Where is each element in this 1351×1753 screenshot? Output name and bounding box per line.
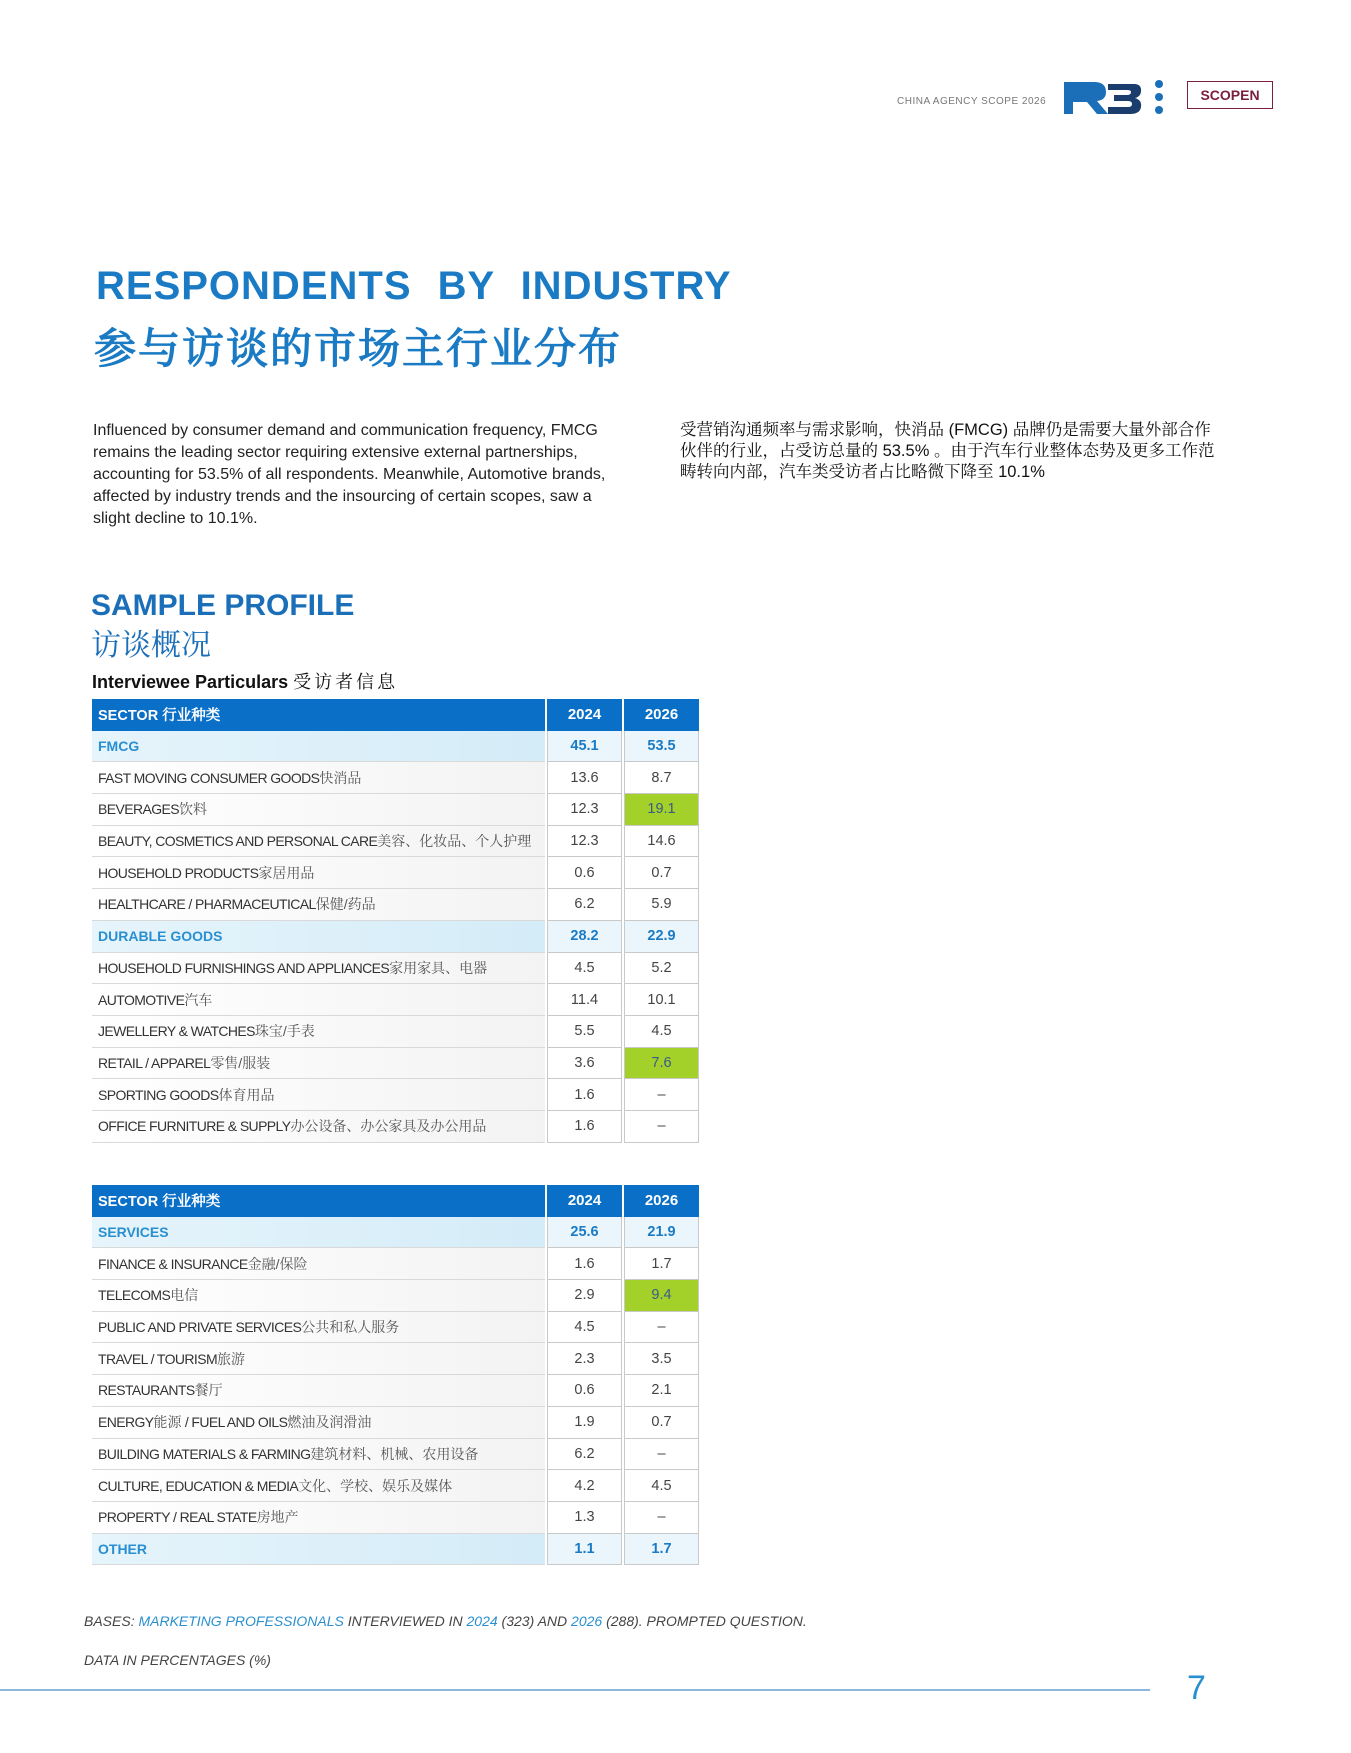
value-2026: 22.9 bbox=[624, 921, 699, 953]
sector-label bbox=[92, 731, 545, 763]
sector-name-en-2: / FUEL AND OILS bbox=[181, 1414, 288, 1431]
sector-label bbox=[92, 1312, 545, 1344]
table-row bbox=[92, 1079, 699, 1111]
value-2024: 0.6 bbox=[547, 1375, 622, 1407]
sector-label bbox=[92, 1407, 545, 1439]
sector-name-en: OFFICE FURNITURE & SUPPLY bbox=[98, 1118, 291, 1135]
value-2026: 7.6 bbox=[624, 1048, 699, 1080]
sector-name-cn: 快消品 bbox=[319, 769, 362, 786]
sector-name-en: HEALTHCARE / PHARMACEUTICAL bbox=[98, 896, 316, 913]
value-2026: 2.1 bbox=[624, 1375, 699, 1407]
table-row bbox=[92, 857, 699, 889]
sector-name-en: TRAVEL / TOURISM bbox=[98, 1350, 218, 1367]
value-2026: 1.7 bbox=[624, 1248, 699, 1280]
table-row bbox=[92, 762, 699, 794]
sector-name-cn: 能源 bbox=[153, 1414, 182, 1431]
value-2024: 12.3 bbox=[547, 826, 622, 858]
page-title-en: RESPONDENTS BY INDUSTRY bbox=[96, 264, 732, 308]
sector-name-cn: 家居用品 bbox=[258, 864, 315, 881]
page-number: 7 bbox=[1187, 1669, 1206, 1707]
sector-label bbox=[92, 984, 545, 1016]
sector-name-en: ENERGY bbox=[98, 1414, 154, 1431]
header-year-2026: 2026 bbox=[624, 699, 699, 731]
table-row bbox=[92, 953, 699, 985]
table-row bbox=[92, 826, 699, 858]
value-2026: 53.5 bbox=[624, 731, 699, 763]
group-row bbox=[92, 1217, 699, 1249]
table-row bbox=[92, 889, 699, 921]
value-2026: 19.1 bbox=[624, 794, 699, 826]
sector-name-en: FINANCE & INSURANCE bbox=[98, 1255, 248, 1272]
intro-text-en: Influenced by consumer demand and communication frequency, FMCG remains the leading sector requiring extensive external partnerships, accounting for 53.5% of all respondents. Meanwhile, Automotive brands, affected by industry trends and the insourcing of certain scopes, saw a slight decline to 10.1%. bbox=[93, 422, 606, 527]
value-2024: 6.2 bbox=[547, 1439, 622, 1471]
sector-name-cn: 体育用品 bbox=[218, 1086, 275, 1103]
value-2024: 11.4 bbox=[547, 984, 622, 1016]
value-2024: 0.6 bbox=[547, 857, 622, 889]
group-row bbox=[92, 1534, 699, 1566]
value-2026: 4.5 bbox=[624, 1470, 699, 1502]
intro-text-cn: 受营销沟通频率与需求影响，快消品 (FMCG) 品牌仍是需要大量外部合作伙伴的行业，占受访总量的 53.5% 。由于汽车行业整体态势及更多工作范畴转向内部，汽车类受访者占比略微下降至 10.1% bbox=[680, 421, 1215, 481]
sector-name-en: PROPERTY / REAL STATE bbox=[98, 1509, 257, 1526]
sector-label bbox=[92, 826, 545, 858]
sector-name-en: RETAIL / APPAREL bbox=[98, 1054, 211, 1071]
table-header-row bbox=[92, 1185, 699, 1217]
value-2024: 6.2 bbox=[547, 889, 622, 921]
value-2026: 9.4 bbox=[624, 1280, 699, 1312]
sector-name-cn: 房地产 bbox=[256, 1509, 299, 1526]
table-row bbox=[92, 1280, 699, 1312]
sector-name-en: JEWELLERY & WATCHES bbox=[98, 1023, 255, 1040]
data-note: DATA IN PERCENTAGES (%) bbox=[84, 1652, 271, 1668]
sector-name-cn: 办公设备、办公家具及办公用品 bbox=[290, 1118, 487, 1135]
value-2024: 4.5 bbox=[547, 1312, 622, 1344]
header-year-2024: 2024 bbox=[547, 699, 622, 731]
sector-name-cn: 建筑材料、机械、农用设备 bbox=[310, 1445, 479, 1462]
table-row bbox=[92, 1407, 699, 1439]
value-2024: 4.2 bbox=[547, 1470, 622, 1502]
group-row bbox=[92, 731, 699, 763]
table-caption-en: Interviewee Particulars bbox=[92, 672, 289, 692]
value-2024: 1.9 bbox=[547, 1407, 622, 1439]
table-header-row bbox=[92, 699, 699, 731]
sector-label bbox=[92, 762, 545, 794]
value-2026: 0.7 bbox=[624, 1407, 699, 1439]
sector-name-en: CULTURE, EDUCATION & MEDIA bbox=[98, 1477, 299, 1494]
sector-label bbox=[92, 1048, 545, 1080]
value-2024: 2.9 bbox=[547, 1280, 622, 1312]
sector-label bbox=[92, 1502, 545, 1534]
value-2026: 10.1 bbox=[624, 984, 699, 1016]
sector-name-cn: 金融/保险 bbox=[247, 1255, 308, 1272]
value-2026: – bbox=[624, 1312, 699, 1344]
bases-year-1: 2024 bbox=[466, 1613, 498, 1629]
sector-name-cn: 饮料 bbox=[178, 801, 207, 818]
table-row bbox=[92, 1048, 699, 1080]
sector-name-cn: 餐厅 bbox=[194, 1382, 223, 1399]
sector-table-1 bbox=[90, 699, 701, 1143]
value-2024: 1.6 bbox=[547, 1079, 622, 1111]
bases-year-2: 2026 bbox=[571, 1613, 603, 1629]
value-2026: 14.6 bbox=[624, 826, 699, 858]
sector-name-cn: 公共和私人服务 bbox=[301, 1319, 400, 1336]
table-row bbox=[92, 1502, 699, 1534]
value-2026: – bbox=[624, 1111, 699, 1143]
dots-icon bbox=[1154, 79, 1164, 115]
r3-logo bbox=[1064, 80, 1142, 116]
sector-name-cn: 美容、化妆品、个人护理 bbox=[377, 833, 532, 850]
sector-label bbox=[92, 889, 545, 921]
value-2024: 13.6 bbox=[547, 762, 622, 794]
sector-name-en: AUTOMOTIVE bbox=[98, 991, 185, 1008]
value-2026: 5.2 bbox=[624, 953, 699, 985]
bases-link[interactable]: MARKETING PROFESSIONALS bbox=[138, 1613, 344, 1629]
sector-name-cn: 旅游 bbox=[217, 1350, 246, 1367]
sector-name-en: BEAUTY, COSMETICS AND PERSONAL CARE bbox=[98, 833, 378, 850]
value-2024: 2.3 bbox=[547, 1343, 622, 1375]
sector-label bbox=[92, 1375, 545, 1407]
sector-label bbox=[92, 1470, 545, 1502]
header-sector: SECTOR 行业种类 bbox=[92, 1185, 545, 1217]
value-2026: 21.9 bbox=[624, 1217, 699, 1249]
sector-label bbox=[92, 857, 545, 889]
value-2024: 1.3 bbox=[547, 1502, 622, 1534]
bases-prefix: BASES: bbox=[84, 1613, 139, 1629]
sector-label bbox=[92, 1016, 545, 1048]
table-row bbox=[92, 1111, 699, 1143]
sector-label bbox=[92, 1217, 545, 1249]
table-caption-cn: 受访者信息 bbox=[293, 672, 399, 692]
bases-n2: (288). PROMPTED QUESTION. bbox=[602, 1613, 807, 1629]
sector-name-en: BUILDING MATERIALS & FARMING bbox=[98, 1445, 311, 1462]
sector-name-en: RESTAURANTS bbox=[98, 1382, 195, 1399]
table-row bbox=[92, 984, 699, 1016]
table-row bbox=[92, 794, 699, 826]
table-row bbox=[92, 1470, 699, 1502]
value-2026: 5.9 bbox=[624, 889, 699, 921]
value-2026: 4.5 bbox=[624, 1016, 699, 1048]
header-year-2024: 2024 bbox=[547, 1185, 622, 1217]
value-2024: 1.6 bbox=[547, 1248, 622, 1280]
sector-name-cn: 家用家具、电器 bbox=[389, 959, 488, 976]
sector-name-cn: 零售/服装 bbox=[210, 1054, 271, 1071]
value-2024: 28.2 bbox=[547, 921, 622, 953]
footer-rule bbox=[0, 1689, 1150, 1691]
sector-label bbox=[92, 1248, 545, 1280]
sector-name-cn: 文化、学校、娱乐及媒体 bbox=[298, 1477, 453, 1494]
value-2024: 1.6 bbox=[547, 1111, 622, 1143]
group-row bbox=[92, 921, 699, 953]
bases-note bbox=[84, 1613, 807, 1629]
value-2026: – bbox=[624, 1439, 699, 1471]
sector-name-en: HOUSEHOLD FURNISHINGS AND APPLIANCES bbox=[98, 959, 390, 976]
sector-name-en: FMCG bbox=[98, 738, 140, 755]
bases-mid: INTERVIEWED IN bbox=[343, 1613, 467, 1629]
value-2024: 5.5 bbox=[547, 1016, 622, 1048]
value-2026: 8.7 bbox=[624, 762, 699, 794]
publication-label: CHINA AGENCY SCOPE 2026 bbox=[897, 96, 1047, 107]
header-year-2026: 2026 bbox=[624, 1185, 699, 1217]
value-2026: – bbox=[624, 1502, 699, 1534]
value-2026: 3.5 bbox=[624, 1343, 699, 1375]
value-2024: 25.6 bbox=[547, 1217, 622, 1249]
table-row bbox=[92, 1439, 699, 1471]
sector-label bbox=[92, 1079, 545, 1111]
scopen-logo: SCOPEN bbox=[1187, 81, 1273, 109]
sector-label bbox=[92, 1534, 545, 1566]
value-2024: 1.1 bbox=[547, 1534, 622, 1566]
sector-label bbox=[92, 953, 545, 985]
sector-name-en: DURABLE GOODS bbox=[98, 928, 223, 945]
header-sector: SECTOR 行业种类 bbox=[92, 699, 545, 731]
section-title-cn: 访谈概况 bbox=[91, 629, 211, 662]
value-2024: 12.3 bbox=[547, 794, 622, 826]
section-title-en: SAMPLE PROFILE bbox=[91, 589, 355, 622]
value-2024: 3.6 bbox=[547, 1048, 622, 1080]
table-row bbox=[92, 1016, 699, 1048]
sector-label bbox=[92, 921, 545, 953]
table-row bbox=[92, 1312, 699, 1344]
value-2024: 4.5 bbox=[547, 953, 622, 985]
sector-name-cn: 保健/药品 bbox=[315, 896, 376, 913]
bases-n1: (323) AND bbox=[497, 1613, 572, 1629]
sector-name-cn: 珠宝/手表 bbox=[254, 1023, 315, 1040]
sector-label bbox=[92, 794, 545, 826]
page-title-cn: 参与访谈的市场主行业分布 bbox=[94, 325, 623, 372]
sector-name-en: HOUSEHOLD PRODUCTS bbox=[98, 864, 259, 881]
sector-name-en: SPORTING GOODS bbox=[98, 1086, 219, 1103]
sector-name-en: OTHER bbox=[98, 1540, 147, 1557]
table-row bbox=[92, 1375, 699, 1407]
sector-label bbox=[92, 1111, 545, 1143]
sector-label bbox=[92, 1439, 545, 1471]
value-2026: 0.7 bbox=[624, 857, 699, 889]
table-row bbox=[92, 1343, 699, 1375]
sector-name-cn: 电信 bbox=[170, 1287, 199, 1304]
sector-name-en: FAST MOVING CONSUMER GOODS bbox=[98, 769, 320, 786]
sector-name-en: PUBLIC AND PRIVATE SERVICES bbox=[98, 1319, 302, 1336]
value-2026: 1.7 bbox=[624, 1534, 699, 1566]
sector-name-cn: 汽车 bbox=[184, 991, 213, 1008]
value-2024: 45.1 bbox=[547, 731, 622, 763]
table-caption bbox=[92, 668, 398, 694]
sector-name-cn-2: 燃油及润滑油 bbox=[287, 1414, 372, 1431]
sector-name-en: BEVERAGES bbox=[98, 801, 179, 818]
sector-table-2 bbox=[90, 1185, 701, 1565]
sector-label bbox=[92, 1343, 545, 1375]
sector-label bbox=[92, 1280, 545, 1312]
sector-name-en: TELECOMS bbox=[98, 1287, 171, 1304]
value-2026: – bbox=[624, 1079, 699, 1111]
sector-name-en: SERVICES bbox=[98, 1224, 169, 1241]
table-row bbox=[92, 1248, 699, 1280]
